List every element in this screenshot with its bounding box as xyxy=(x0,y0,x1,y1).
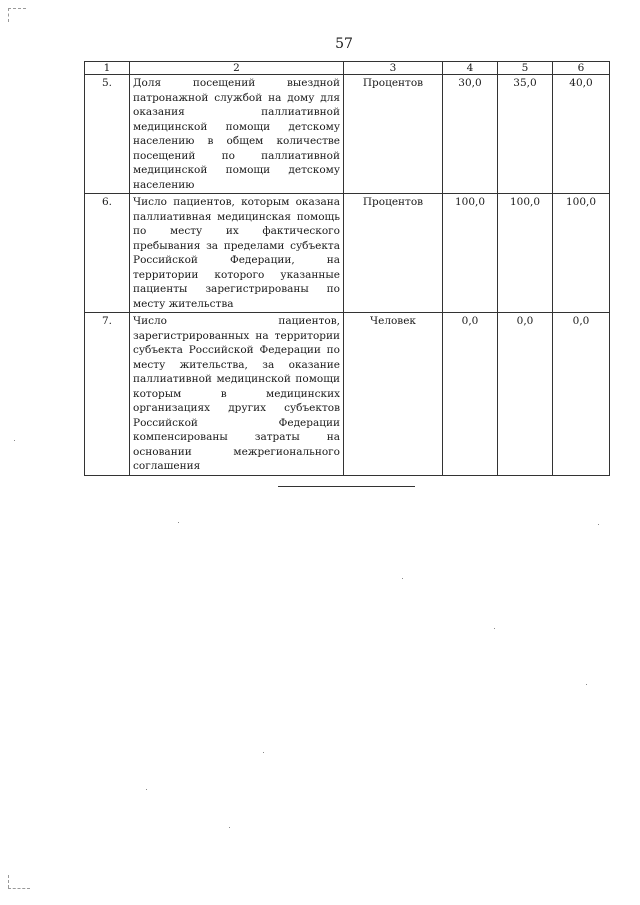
indicators-table xyxy=(84,61,610,476)
row-description: Доля посещений выездной патронажной службой на дому для оказания паллиативной медицинской помощи детскому населению в общем количестве посещений по паллиативной медицинской помощи детскому населению xyxy=(130,75,344,194)
row-description: Число пациентов, зарегистрированных на территории субъекта Российской Федерации по месту жительства, за оказание паллиативной медицинской помощи которым в медицинских организациях других субъектов Российской Федерации компенсированы затраты на основании межрегионального соглашения xyxy=(130,313,344,476)
scan-corner-mark xyxy=(8,8,26,9)
column-header: 3 xyxy=(344,62,443,75)
row-number: 7. xyxy=(85,313,130,476)
row-unit: Процентов xyxy=(344,75,443,194)
row-value-col5: 0,0 xyxy=(498,313,553,476)
row-number: 6. xyxy=(85,194,130,313)
row-description: Число пациентов, которым оказана паллиативная медицинская помощь по месту их фактического пребывания за пределами субъекта Российской Федерации, на территории которого указанные пациенты зарегистрированы по месту жительства xyxy=(130,194,344,313)
scan-speck xyxy=(178,522,179,523)
scan-speck xyxy=(402,578,403,579)
scan-speck xyxy=(598,524,599,525)
row-unit: Человек xyxy=(344,313,443,476)
end-separator-line xyxy=(278,486,415,487)
row-value-col6: 100,0 xyxy=(553,194,610,313)
scan-corner-mark xyxy=(8,8,9,22)
column-header: 4 xyxy=(443,62,498,75)
column-header: 2 xyxy=(130,62,344,75)
row-value-col5: 35,0 xyxy=(498,75,553,194)
row-value-col6: 40,0 xyxy=(553,75,610,194)
column-header: 5 xyxy=(498,62,553,75)
row-value-col6: 0,0 xyxy=(553,313,610,476)
table-row xyxy=(85,75,610,194)
row-unit: Процентов xyxy=(344,194,443,313)
row-value-col4: 100,0 xyxy=(443,194,498,313)
row-value-col4: 0,0 xyxy=(443,313,498,476)
scan-speck xyxy=(263,752,264,753)
page-number: 57 xyxy=(335,36,353,52)
scan-speck xyxy=(146,789,147,790)
scan-speck xyxy=(14,440,15,441)
row-number: 5. xyxy=(85,75,130,194)
scan-speck xyxy=(494,628,495,629)
scan-speck xyxy=(586,684,587,685)
column-header: 1 xyxy=(85,62,130,75)
scan-corner-mark xyxy=(8,888,30,889)
column-header: 6 xyxy=(553,62,610,75)
row-value-col4: 30,0 xyxy=(443,75,498,194)
scan-speck xyxy=(229,827,230,828)
table-row xyxy=(85,194,610,313)
row-value-col5: 100,0 xyxy=(498,194,553,313)
table-row xyxy=(85,313,610,476)
table-header-row xyxy=(85,62,610,75)
scan-corner-mark xyxy=(8,875,9,888)
